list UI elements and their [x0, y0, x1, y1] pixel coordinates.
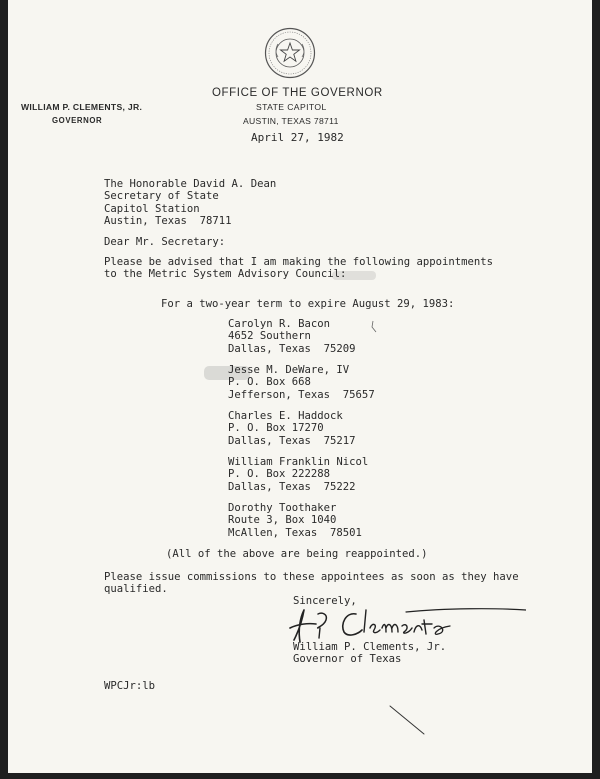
appointee-entry [228, 364, 375, 401]
appointee-street: Route 3, Box 1040 [228, 514, 337, 527]
appointee-name: Dorothy Toothaker [228, 502, 337, 514]
pen-stroke-mark [388, 702, 438, 742]
state-seal-icon [264, 27, 316, 79]
paragraph-line: qualified. [104, 583, 168, 596]
closing-text: Sincerely, [293, 595, 357, 607]
signer-title: Governor of Texas [293, 653, 402, 666]
governor-name-heading: WILLIAM P. CLEMENTS, JR. [21, 102, 143, 112]
appointee-street: P. O. Box 222288 [228, 468, 331, 481]
appointee-entry [228, 456, 368, 493]
appointee-street: P. O. Box 668 [228, 376, 311, 389]
paragraph-line: Please be advised that I am making the following appointments [104, 256, 494, 268]
appointee-name: William Franklin Nicol [228, 456, 369, 468]
recipient-address [104, 178, 276, 228]
salutation-text: Dear Mr. Secretary: [104, 236, 226, 248]
paragraph-line: Please issue commissions to these appointees as soon as they have [104, 571, 519, 583]
appointee-name: Jesse M. DeWare, IV [228, 364, 350, 376]
appointee-entry [228, 502, 362, 539]
salutation [104, 236, 225, 248]
recipient-line: Secretary of State [104, 190, 219, 203]
appointee-street: P. O. Box 17270 [228, 422, 324, 435]
signer-block [293, 641, 446, 666]
letter-page [8, 0, 592, 773]
reappointment-note [166, 548, 428, 560]
governor-title-heading: GOVERNOR [52, 116, 103, 125]
signer-name: William P. Clements, Jr. [293, 641, 447, 653]
letter-date: April 27, 1982 [251, 131, 344, 144]
appointee-entry [228, 410, 356, 447]
office-heading: OFFICE OF THE GOVERNOR [212, 87, 383, 99]
appointee-name: Charles E. Haddock [228, 410, 343, 422]
state-capitol-label: STATE CAPITOL [256, 102, 327, 112]
reference-initials [104, 680, 155, 692]
recipient-line: Austin, Texas 78711 [104, 215, 232, 228]
appointee-city: McAllen, Texas 78501 [228, 526, 362, 539]
reference-text: WPCJr:lb [104, 680, 156, 692]
appointee-city: Dallas, Texas 75222 [228, 480, 356, 493]
appointee-city: Jefferson, Texas 75657 [228, 388, 375, 401]
term-statement [161, 298, 454, 310]
appointee-city: Dallas, Texas 75209 [228, 342, 356, 355]
appointee-entry [228, 318, 356, 355]
note-text: (All of the above are being reappointed.) [166, 548, 428, 560]
term-text: For a two-year term to expire August 29, 1983: [161, 298, 455, 310]
recipient-line: The Honorable David A. Dean [104, 178, 277, 190]
body-paragraph-1 [104, 256, 493, 281]
appointee-city: Dallas, Texas 75217 [228, 434, 356, 447]
recipient-line: Capitol Station [104, 202, 200, 215]
appointee-street: 4652 Southern [228, 330, 311, 343]
pencil-tick-icon [370, 320, 380, 334]
body-paragraph-2 [104, 571, 519, 596]
office-address: AUSTIN, TEXAS 78711 [243, 116, 339, 126]
paragraph-line: to the Metric System Advisory Council: [104, 268, 347, 281]
appointee-name: Carolyn R. Bacon [228, 318, 331, 330]
